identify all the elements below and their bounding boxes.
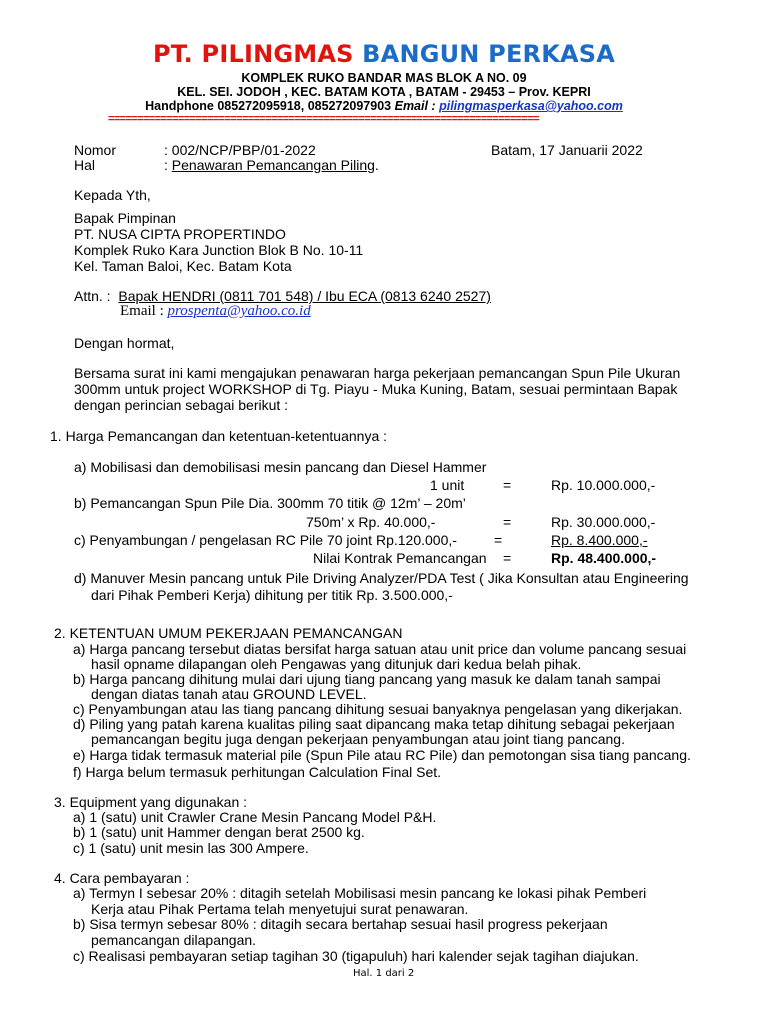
letterhead-divider: ========================================================================== [108,113,539,125]
section3-item: a) 1 (satu) unit Crawler Crane Mesin Pancang Model P&H. [73,809,437,825]
letterhead-contact [0,99,768,113]
section1-heading: 1. Harga Pemancangan dan ketentuan-ketentuannya : [50,428,388,444]
item-a-text: a) Mobilisasi dan demobilisasi mesin pancang dan Diesel Hammer [74,459,487,475]
recipient-greeting: Kepada Yth, [74,187,151,203]
section2-line: d) Piling yang patah karena kualitas piling saat dipancang maka tetap dihitung sebagai pekerjaan [73,716,675,732]
company-name-part1: PT. PILINGMAS [152,40,354,68]
section2-line: c) Penyambungan atau las tiang pancang dihitung sesuai banyaknya pengelasan yang dikerjakan. [73,701,683,717]
letterhead-address-2: KEL. SEI. JODOH , KEC. BATAM KOTA , BATAM - 29453 – Prov. KEPRI [177,85,591,99]
section2-heading: 2. KETENTUAN UMUM PEKERJAAN PEMANCANGAN [54,625,403,641]
item-a-qty: 1 unit [430,477,465,493]
item-b-equals: = [503,514,512,530]
total-equals: = [503,550,512,566]
salutation: Dengan hormat, [74,335,175,351]
section4-line: a) Termyn I sebesar 20% : ditagih setelah Mobilisasi mesin pancang ke lokasi pihak Pemberi [73,885,647,901]
section4-line: pemancangan dilapangan. [91,932,257,948]
section4-line: b) Sisa termyn sebesar 80% : ditagih secara bertahap sesuai hasil progress pekerjaan [73,916,608,932]
attn-label: Attn. : [74,288,111,304]
recipient-line-4: Kel. Taman Baloi, Kec. Batam Kota [74,258,292,274]
letterhead-phone: Handphone 085272095918, 085272097903 [145,99,392,113]
section2-line: a) Harga pancang tersebut diatas bersifat harga satuan atau unit price dan volume pancang sesuai [73,641,687,657]
attn-value: Bapak HENDRI (0811 701 548) / Ibu ECA (0813 6240 2527) [118,288,491,304]
intro-line-2: 300mm untuk project WORKSHOP di Tg. Piayu - Muka Kuning, Batam, sesuai permintaan Bapak [74,381,678,397]
section2-line: e) Harga tidak termasuk material pile (Spun Pile atau RC Pile) dan pemotongan sisa tiang pancang. [73,747,691,763]
item-b-qty: 750m’ x Rp. 40.000,- [306,514,436,530]
section4-line: Kerja atau Pihak Pertama telah menyetujui surat penawaran. [91,901,469,917]
letterhead-address-1: KOMPLEK RUKO BANDAR MAS BLOK A NO. 09 [241,71,527,85]
section3-item: c) 1 (satu) unit mesin las 300 Ampere. [73,840,309,856]
recipient-line-2: PT. NUSA CIPTA PROPERTINDO [74,226,286,242]
item-a-equals: = [503,477,512,493]
hal-subject: Penawaran Pemancangan Piling [171,157,375,173]
item-a-amount: Rp. 10.000.000,- [551,477,656,493]
recipient-email-link[interactable]: prospenta@yahoo.co.id [167,303,311,319]
section4-line: c) Realisasi pembayaran setiap tagihan 30 (tigapuluh) hari kalender sejak tagihan diajukan. [73,948,639,964]
hal-colon: : [164,157,168,173]
recipient-email-label: Email : [120,303,164,319]
hal-label: Hal [74,157,96,173]
item-b-text: b) Pemancangan Spun Pile Dia. 300mm 70 titik @ 12m’ – 20m’ [74,495,466,511]
item-d-line-1: d) Manuver Mesin pancang untuk Pile Driving Analyzer/PDA Test ( Jika Konsultan atau Engineering [74,570,689,586]
hal-dot: . [374,157,379,173]
nomor-label: Nomor [74,142,117,158]
section2-line: f) Harga belum termasuk perhitungan Calculation Final Set. [73,764,442,780]
section2-line: b) Harga pancang dihitung mulai dari ujung tiang pancang yang masuk ke dalam tanah sampai [73,671,661,687]
recipient-email-line [120,303,311,320]
intro-line-3: dengan perincian sebagai berikut : [74,397,289,413]
page-number: Hal. 1 dari 2 [353,968,415,979]
letter-date: Batam, 17 Januarii 2022 [491,142,643,158]
recipient-line-1: Bapak Pimpinan [74,210,176,226]
section2-line: dengan diatas tanah atau GROUND LEVEL. [91,686,367,702]
recipient-line-3: Komplek Ruko Kara Junction Blok B No. 10-11 [74,242,364,258]
attn-line [74,288,491,304]
intro-line-1: Bersama surat ini kami mengajukan penawaran harga pekerjaan pemancangan Spun Pile Ukuran [74,365,681,381]
hal-value [164,157,379,173]
letterhead-email-label: Email : [394,99,436,113]
company-name-part2: BANGUN PERKASA [362,40,616,68]
item-c-text: c) Penyambungan / pengelasan RC Pile 70 joint Rp.120.000,- [74,532,457,548]
total-amount: Rp. 48.400.000,- [551,550,657,566]
section3-item: b) 1 (satu) unit Hammer dengan berat 2500 kg. [73,824,365,840]
nomor-value: : 002/NCP/PBP/01-2022 [164,142,316,158]
total-label: Nilai Kontrak Pemancangan [313,550,487,566]
section4-heading: 4. Cara pembayaran : [54,870,190,886]
item-b-amount: Rp. 30.000.000,- [551,514,656,530]
letterhead-email-link[interactable]: pilingmasperkasa@yahoo.com [439,99,623,113]
company-name [0,40,768,68]
item-c-equals: = [494,532,503,548]
item-d-line-2: dari Pihak Pemberi Kerja) dihitung per titik Rp. 3.500.000,- [91,587,453,603]
section3-heading: 3. Equipment yang digunakan : [54,794,248,810]
section2-line: pemancangan begitu juga dengan pekerjaan penyambungan atau joint tiang pancang. [91,731,625,747]
item-c-amount: Rp. 8.400.000,- [551,532,648,548]
section2-line: hasil opname dilapangan oleh Pengawas yang ditunjuk dari kedua belah pihak. [91,656,582,672]
